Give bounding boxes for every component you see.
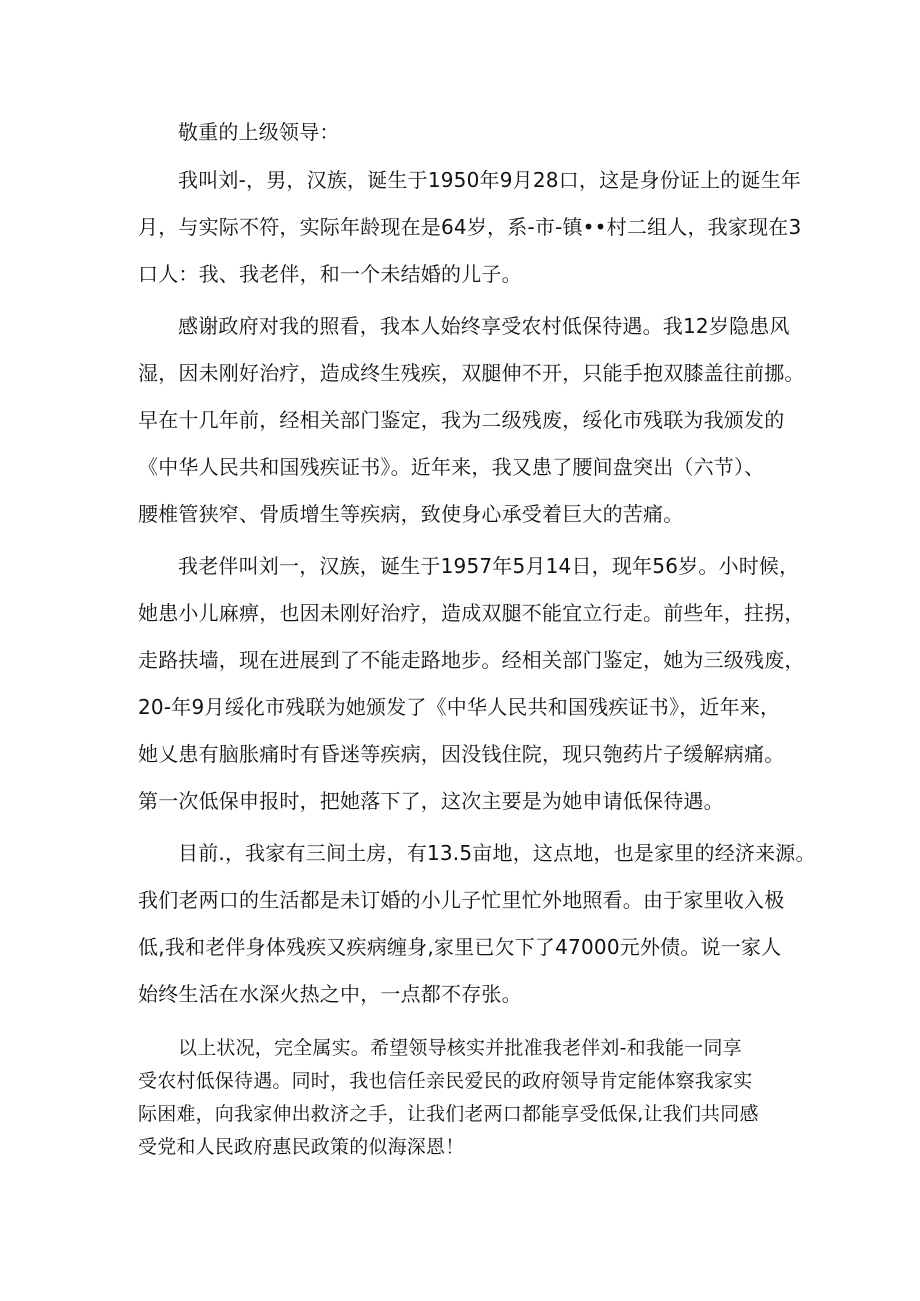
- paragraph-5-line-1: 以上状况，完全属实。希望领导核实并批准我老伴刘-和我能一同享: [178, 1037, 742, 1059]
- paragraph-2-line-2: 湿，因未刚好治疗，造成终生残疾，双腿伸不开，只能手抱双膝盖往前挪。: [138, 361, 805, 385]
- salutation: 敬重的上级领导：: [178, 120, 340, 144]
- paragraph-4-line-1: 目前.，我家有三间土房，有13.5亩地，这点地，也是家里的经济来源。: [178, 841, 816, 865]
- paragraph-3-line-6: 第一次低保申报时，把她落下了，这次主要是为她申请低保待遇。: [138, 789, 724, 813]
- paragraph-5-line-2: 受农村低保待遇。同时，我也信任亲民爱民的政府领导肯定能体察我家实: [138, 1070, 753, 1092]
- paragraph-2-line-5: 腰椎管狭窄、骨质增生等疾病，致使身心承受着巨大的苦痛。: [138, 502, 684, 526]
- paragraph-2-line-3: 早在十几年前，经相关部门鉴定，我为二级残废，绥化市残联为我颁发的: [138, 408, 785, 432]
- paragraph-2-line-1: 感谢政府对我的照看，我本人始终享受农村低保待遇。我12岁隐患风: [178, 314, 790, 338]
- paragraph-3-line-4: 20-年9月绥化市残联为她颁发了《中华人民共和国残疾证书》，近年来，: [138, 695, 781, 719]
- paragraph-1-line-2: 月，与实际不符，实际年龄现在是64岁，系-市-镇••村二组人，我家现在3: [138, 215, 802, 239]
- paragraph-5-line-4: 受党和人民政府惠民政策的似海深恩！: [138, 1136, 465, 1158]
- paragraph-2-line-4: 《中华人民共和国残疾证书》。近年来，我又患了腰间盘突出（六节）、: [138, 455, 765, 479]
- paragraph-1-line-1: 我叫刘-，男，汉族，诞生于1950年9月28口，这是身份证上的诞生年: [178, 168, 802, 192]
- paragraph-4-line-2: 我们老两口的生活都是未订婚的小儿子忙里忙外地照看。由于家里收入极: [138, 888, 785, 912]
- paragraph-3-line-5: 她乂患有脑胀痛时有昏迷等疾病，因没钱住院，现只匏药片子缓解病痛。: [138, 742, 785, 766]
- paragraph-4-line-4: 始终生活在水深火热之中，一点都不存张。: [138, 982, 522, 1006]
- paragraph-3-line-3: 走路扶墙，现在进展到了不能走路地步。经相关部门鉴定，她为三级残废，: [138, 648, 805, 672]
- paragraph-3-line-2: 她患小儿麻痹，也因未刚好治疗，造成双腿不能宜立行走。前些年，拄拐，: [138, 601, 805, 625]
- paragraph-4-line-3: 低,我和老伴身体残疾又疾病缠身,家里已欠下了47000元外债。说一家人: [138, 935, 782, 959]
- paragraph-5-line-3: 际困难，向我家伸出救济之手，让我们老两口都能享受低保,让我们共同感: [138, 1103, 759, 1125]
- paragraph-3-line-1: 我老伴叫刘一，汉族，诞生于1957年5月14日，现年56岁。小时候，: [178, 554, 800, 578]
- paragraph-1-line-3: 口人：我、我老伴，和一个未结婚的儿子。: [138, 262, 522, 286]
